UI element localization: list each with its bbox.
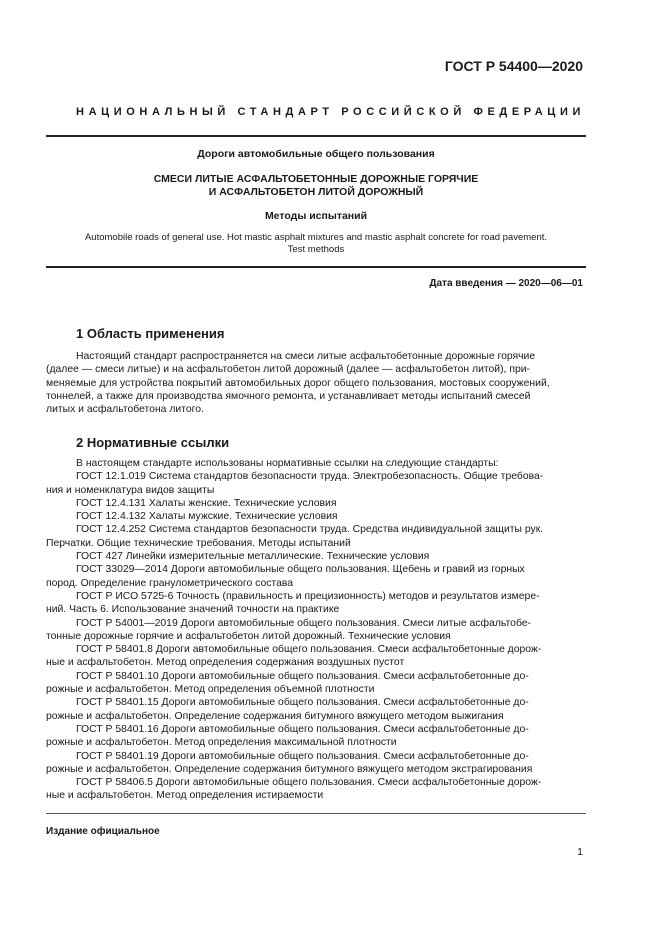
top-divider — [46, 135, 586, 137]
document-title — [46, 173, 586, 199]
edition-label: Издание официальное — [46, 826, 160, 837]
reference-line: тонные дорожные горячие и асфальтобетон литой дорожный. Технические условия — [46, 630, 451, 642]
paragraph-line: меняемые для устройства покрытий автомобильных дорог общего пользования, мостовых сооружений, — [46, 377, 550, 389]
reference-line: ГОСТ 33029—2014 Дороги автомобильные общего пользования. Щебень и гравий из горных — [76, 564, 525, 576]
reference-line: ГОСТ 12.4.132 Халаты мужские. Технические условия — [76, 511, 338, 523]
english-title-line-2: Test methods — [287, 244, 345, 255]
reference-line: ГОСТ Р 58401.8 Дороги автомобильные общего пользования. Смеси асфальтобетонные дорож- — [76, 644, 542, 656]
reference-line: ГОСТ Р 54001—2019 Дороги автомобильные общего пользования. Смеси литые асфальтобе- — [76, 617, 532, 629]
title-divider — [46, 266, 586, 268]
document-subtitle: Дороги автомобильные общего пользования — [197, 148, 435, 160]
paragraph-line: Настоящий стандарт распространяется на смеси литые асфальтобетонные дорожные горячие — [76, 351, 536, 362]
document-title-line-2: И АСФАЛЬТОБЕТОН ЛИТОЙ ДОРОЖНЫЙ — [208, 186, 424, 198]
reference-line: ные и асфальтобетон. Метод определения истираемости — [46, 790, 324, 802]
reference-line: ГОСТ 12.1.019 Система стандартов безопасности труда. Электробезопасность. Общие требова- — [76, 471, 544, 483]
english-title-line-1: Automobile roads of general use. Hot mastic asphalt mixtures and mastic asphalt concrete for road pavement. — [84, 232, 548, 243]
reference-line: ГОСТ Р ИСО 5725-6 Точность (правильность и прецизионность) методов и результатов измере- — [76, 590, 540, 602]
paragraph-line: (далее — смеси литые) и на асфальтобетон литой дорожный (далее — асфальтобетон литой), при- — [46, 364, 530, 376]
reference-line: ния и номенклатура видов защиты — [46, 484, 215, 496]
normative-references — [46, 457, 586, 803]
document-title-line-1: СМЕСИ ЛИТЫЕ АСФАЛЬТОБЕТОННЫЕ ДОРОЖНЫЕ ГОРЯЧИЕ — [153, 173, 479, 185]
footer-divider — [46, 813, 586, 814]
reference-line: рожные и асфальтобетон. Определение содержания битумного вяжущего методом выжигания — [46, 710, 504, 722]
reference-line: ГОСТ 12.4.252 Система стандартов безопасности труда. Средства индивидуальной защиты рук. — [76, 524, 544, 536]
introduction-date: Дата введения — 2020—06—01 — [429, 278, 583, 289]
reference-line: ГОСТ Р 58401.16 Дороги автомобильные общего пользования. Смеси асфальтобетонные до- — [76, 723, 529, 735]
page-number: 1 — [577, 846, 583, 858]
reference-line: ГОСТ 12.4.131 Халаты женские. Технические условия — [76, 497, 337, 509]
reference-line: рожные и асфальтобетон. Метод определения объемной плотности — [46, 684, 375, 696]
paragraph-line: литых и асфальтобетона литого. — [46, 404, 204, 416]
reference-line: В настоящем стандарте использованы нормативные ссылки на следующие стандарты: — [76, 458, 499, 469]
reference-line: ГОСТ Р 58401.19 Дороги автомобильные общего пользования. Смеси асфальтобетонные до- — [76, 750, 529, 762]
section-1-heading: 1 Область применения — [76, 326, 225, 341]
reference-line: пород. Определение гранулометрического состава — [46, 577, 294, 589]
reference-line: ГОСТ 427 Линейки измерительные металлические. Технические условия — [76, 551, 430, 563]
document-number: ГОСТ Р 54400—2020 — [444, 58, 583, 74]
section-2-heading: 2 Нормативные ссылки — [76, 435, 230, 450]
section-1-text — [46, 350, 586, 416]
national-standard-banner: НАЦИОНАЛЬНЫЙ СТАНДАРТ РОССИЙСКОЙ ФЕДЕРАЦИИ — [76, 106, 585, 118]
reference-line: ГОСТ Р 58401.15 Дороги автомобильные общего пользования. Смеси асфальтобетонные до- — [76, 697, 529, 709]
reference-line: Перчатки. Общие технические требования. Методы испытаний — [46, 537, 351, 549]
reference-line: рожные и асфальтобетон. Метод определения максимальной плотности — [46, 737, 397, 749]
reference-line: ний. Часть 6. Использование значений точности на практике — [46, 604, 340, 616]
english-title — [46, 232, 586, 256]
document-methods: Методы испытаний — [264, 210, 368, 222]
reference-line: ГОСТ Р 58401.10 Дороги автомобильные общего пользования. Смеси асфальтобетонные до- — [76, 670, 529, 682]
paragraph-line: тоннелей, а также для производства ямочного ремонта, и устанавливает методы испытаний смесей — [46, 390, 531, 402]
reference-line: ГОСТ Р 58406.5 Дороги автомобильные общего пользования. Смеси асфальтобетонные дорож- — [76, 777, 542, 789]
reference-line: ные и асфальтобетон. Метод определения содержания воздушных пустот — [46, 657, 405, 669]
reference-line: рожные и асфальтобетон. Определение содержания битумного вяжущего методом экстрагирования — [46, 763, 533, 775]
